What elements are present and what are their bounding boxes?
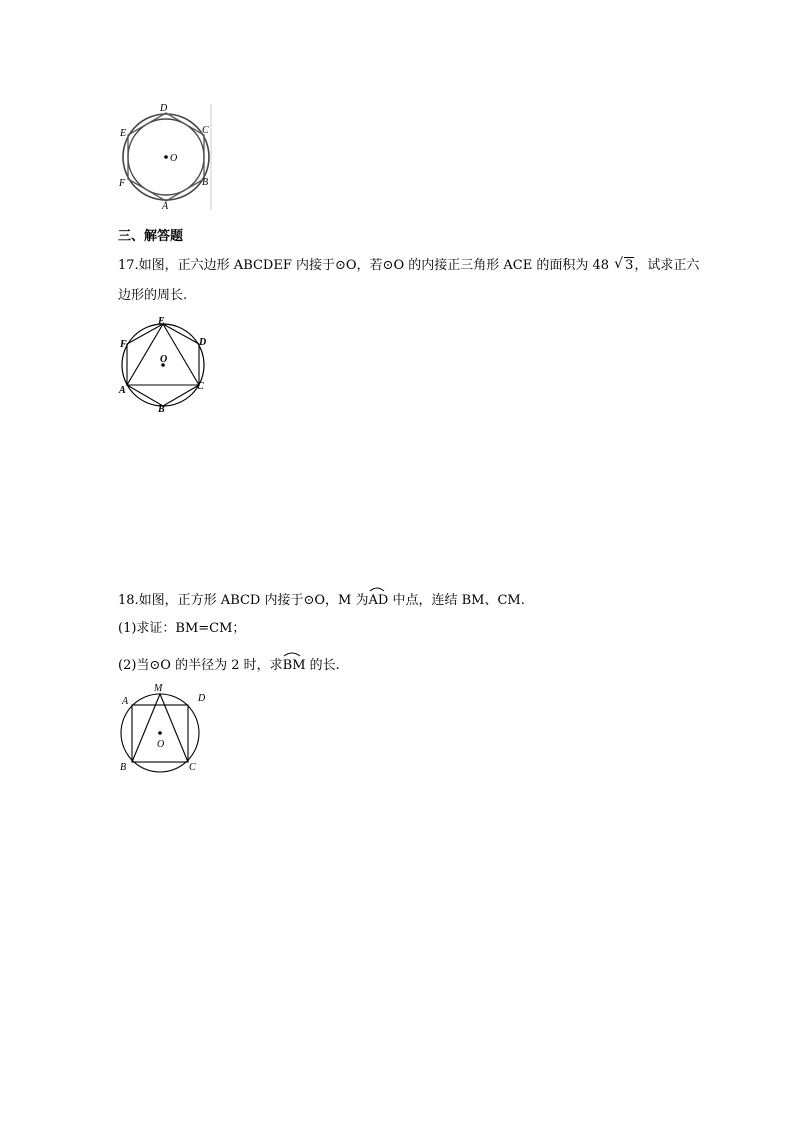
q18-line1 [118, 591, 525, 611]
fig3-label-C: C [189, 762, 196, 773]
arc-mark-icon [369, 586, 385, 592]
fig3-label-O: O [157, 739, 165, 750]
q17-line2: 边形的周长. [118, 288, 188, 303]
fig3-label-B: B [120, 762, 127, 773]
fig1-label-E: E [120, 128, 127, 139]
fig2-label-O: O [160, 354, 168, 365]
q18-part1: (1)求证：BM=CM； [118, 621, 246, 636]
fig1-label-D: D [160, 103, 168, 114]
fig3-label-D: D [198, 693, 206, 704]
q18-line1-after: 中点，连结 BM、CM. [388, 593, 525, 608]
figure-q17 [115, 316, 215, 414]
q18-line1-before: 18.如图，正方形 ABCD 内接于⊙O，M 为 [118, 593, 369, 608]
fig2-label-C: C [197, 381, 204, 392]
section-title: 三、解答题 [118, 229, 184, 244]
q18-part2 [118, 656, 340, 676]
q18-part2-after: 的长. [305, 658, 340, 673]
q17-sqrt-value: 3 [625, 258, 634, 273]
fig2-label-F: F [120, 339, 127, 350]
fig3-label-M: M [154, 683, 163, 694]
fig1-label-F: F [119, 178, 126, 189]
fig3-label-A: A [122, 696, 129, 707]
fig1-label-O: O [170, 153, 178, 164]
fig1-label-A: A [162, 201, 169, 212]
q18-arc-AD [369, 591, 389, 611]
fig2-label-B: B [158, 404, 165, 414]
q17-line1-before: 17.如图，正六边形 ABCDEF 内接于⊙O，若⊙O 的内接正三角形 ACE 的面积为 48 [118, 258, 609, 273]
q17-line1-after: ，试求正六 [634, 258, 700, 273]
q17-sqrt [616, 256, 634, 276]
fig2-label-D: D [199, 337, 207, 348]
figure-hexagon-circle [112, 100, 217, 212]
figure-q18 [114, 680, 214, 776]
q18-arc-BM [283, 656, 306, 676]
q17-line1 [118, 256, 699, 276]
fig1-label-C: C [202, 125, 209, 136]
q18-part2-before: (2)当⊙O 的半径为 2 时，求 [118, 658, 283, 673]
fig2-label-E: E [158, 316, 165, 327]
q18-arc1-text: AD [368, 593, 389, 608]
fig1-label-B: B [202, 177, 209, 188]
q18-arc2-text: BM [282, 658, 306, 673]
fig2-label-A: A [119, 385, 126, 396]
arc-mark-icon [283, 651, 301, 657]
